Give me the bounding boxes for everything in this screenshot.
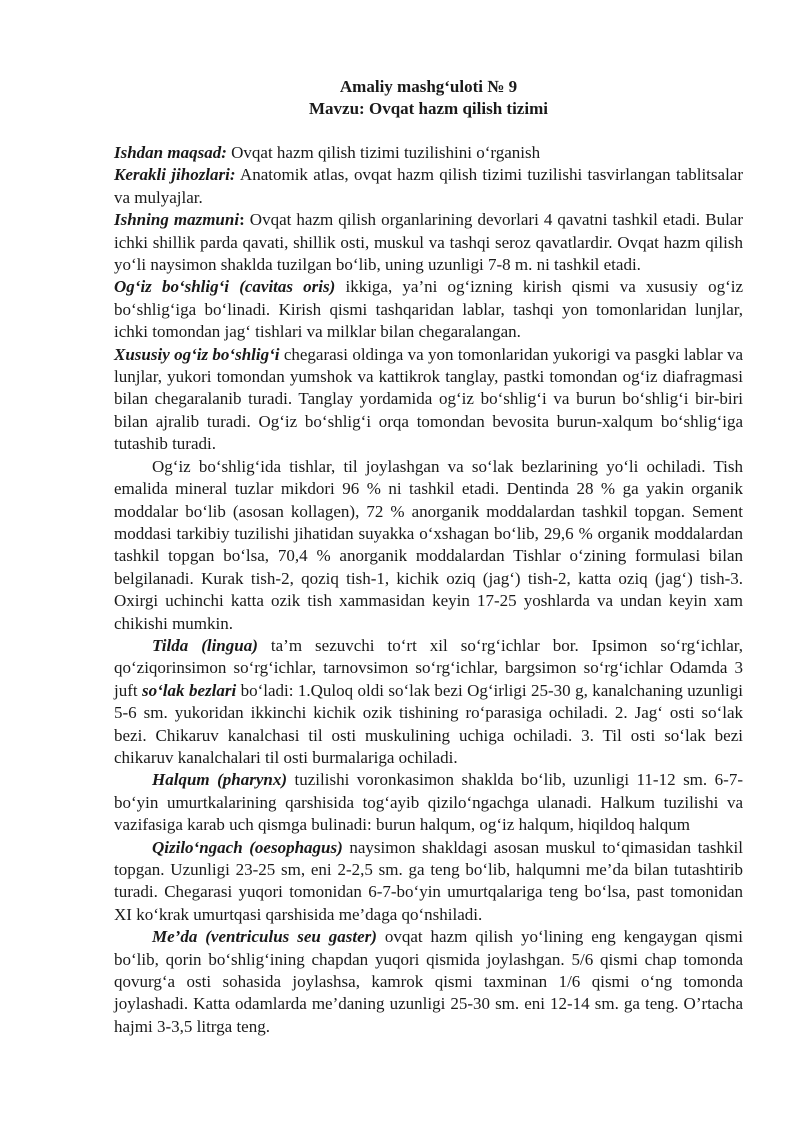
paragraph-oral-cavity — [114, 276, 743, 343]
term-stomach: Me’da (ventriculus seu gaster) — [152, 927, 377, 947]
term-equipment: Kerakli jihozlari: — [114, 165, 236, 185]
paragraph-oral-cavity-proper — [114, 344, 743, 456]
paragraph-teeth — [114, 456, 743, 635]
text-goal: Ovqat hazm qilish tizimi tuzilishini o‘rganish — [226, 143, 541, 162]
term-salivary-glands: so‘lak bezlari — [142, 680, 237, 700]
paragraph-pharynx — [114, 769, 743, 836]
paragraph-stomach — [114, 926, 743, 1038]
term-goal: Ishdan maqsad: — [114, 143, 227, 162]
term-oesophagus: Qizilo‘ngach (oesophagus) — [152, 837, 343, 857]
term-oral-cavity-proper: Xususiy og‘iz bo‘shlig‘i — [114, 344, 280, 364]
paragraph-equipment — [114, 164, 743, 209]
term-tongue: Tilda (lingua) — [152, 635, 258, 655]
text-oral-cavity-proper: chegarasi oldinga va yon tomonlaridan yukorigi va pasgki lablar va lunjlar, yukori tomondan yumshok va kattikrok tanglay, pastki tomondan og‘iz diafragmasi bilan chegaralanib turadi. Tanglay yordamida og‘iz bo‘shlig‘i va burun bo‘shlig‘i bir-biri bilan ajralib turadi. Og‘iz bo‘shlig‘i orqa tomondan bevosita burun-xalqum bo‘shlig‘iga tutashib turadi. — [114, 344, 743, 454]
paragraph-goal — [114, 142, 743, 164]
practical-lesson-number: Amaliy mashg‘uloti № 9 — [339, 77, 518, 96]
text-salivary-glands: bo‘ladi: 1.Quloq oldi so‘lak bezi Og‘irligi 25-30 g, kanalchaning uzunligi 5-6 sm. yukoridan ikkinchi kichik ozik tishining ro‘parasiga ochiladi. 2. Jag‘ osti so‘lak bezi. Chikaruv kanalchasi til osti muskulining uchiga ochiladi. 3. Til osti so‘lak bezi chikaruv kanalchalari til osti burmalariga ochiladi. — [114, 680, 743, 767]
term-content-colon: : — [239, 210, 245, 230]
text-oral-cavity: ikkiga, ya’ni og‘izning kirish qismi va xususiy og‘iz bo‘shlig‘iga bo‘linadi. Kirish qismi tashqaridan lablar, tashqi yon tomonlaridan lunjlar, ichki tomondan jag‘ tishlari va milklar bilan chegaralangan. — [114, 277, 743, 342]
term-content: Ishning mazmuni — [114, 210, 240, 230]
text-tongue: ta’m sezuvchi to‘rt xil so‘rg‘ichlar bor. Ipsimon so‘rg‘ichlar, qo‘ziqorinsimon so‘rg‘ichlar, tarnovsimon so‘rg‘ichlar, bargsimon so‘rg‘ichlar Odamda 3 juft — [114, 635, 743, 700]
term-pharynx: Halqum (pharynx) — [152, 770, 288, 790]
text-stomach: ovqat hazm qilish yo‘lining eng kengaygan qismi bo‘lib, qorin bo‘shlig‘ining chapdan yuqori qismida joylashgan. 5/6 qismi chap tomonda qovurg‘a osti sohasida joylashsa, kamrok qismi taxminan 1/6 qismi o‘ng tomonda joylashadi. Katta odamlarda me’daning uzunligi 25-30 sm. eni 12-14 sm. ga teng. O’rtacha hajmi 3-3,5 litrga teng. — [114, 927, 743, 1036]
topic-title: Mavzu: Ovqat hazm qilish tizimi — [309, 99, 548, 118]
paragraph-tongue — [114, 635, 743, 769]
paragraph-content — [114, 209, 743, 276]
text-pharynx: tuzilishi voronkasimon shaklda bo‘lib, uzunligi 11-12 sm. 6-7-bo‘yin umurtkalarining qarshisida tog‘ayib qizilo‘ngachga ulanadi. Halkum tuzilishi va vazifasiga karab uch qismga bulinadi: burun halqum, og‘iz halqum, hiqildoq halqum — [114, 770, 743, 835]
header-spacer — [114, 120, 743, 142]
text-equipment: Anatomik atlas, ovqat hazm qilish tizimi tuzilishi tasvirlangan tablitsalar va mulyajlar. — [114, 165, 743, 207]
paragraph-oesophagus — [114, 837, 743, 927]
text-teeth: Og‘iz bo‘shlig‘ida tishlar, til joylashgan va so‘lak bezlarining yo‘li ochiladi. Tish emalida mineral tuzlar mikdori 96 % ni tashkil etadi. Dentinda 28 % ga yakin organik moddalar bo‘lib (asosan kollagen), 72 % anorganik moddalardan tashkil topgan. Sement moddasi tarkibiy tuzilishi jihatidan suyakka o‘xshagan bo‘lib, 29,6 % organik moddalardan tashkil topgan bo‘lsa, 70,4 % anorganik moddalardan Tishlar o‘zining formulasi bilan belgilanadi. Kurak tish-2, qoziq tish-1, kichik oziq (jag‘) tish-2, katta oziq (jag‘) tish-3. Oxirgi uchinchi katta ozik tish xammasidan keyin 17-25 yoshlarda va undan keyin xam chikishi mumkin. — [114, 456, 743, 633]
text-oesophagus: naysimon shakldagi asosan muskul to‘qimasidan tashkil topgan. Uzunligi 23-25 sm, eni 2-2,5 sm. ga teng bo‘lib, halqumni me’da bilan tutashtirib turadi. Chegarasi yuqori tomonidan 6-7-bo‘yin umurtqalariga teng bo‘lsa, past tomonidan XI ko‘krak umurtqasi qarshisida me’daga qo‘nshiladi. — [114, 837, 743, 924]
text-content: Ovqat hazm qilish organlarining devorlari 4 qavatni tashkil etadi. Bular ichki shillik parda qavati, shillik osti, muskul va tashqi seroz qavatlardir. Ovqat hazm qilish yo‘li naysimon shaklda tuzilgan bo‘lib, uning uzunligi 7-8 m. ni tashkil etadi. — [114, 210, 744, 275]
term-oral-cavity: Og‘iz bo‘shlig‘i (cavitas oris) — [114, 277, 336, 297]
